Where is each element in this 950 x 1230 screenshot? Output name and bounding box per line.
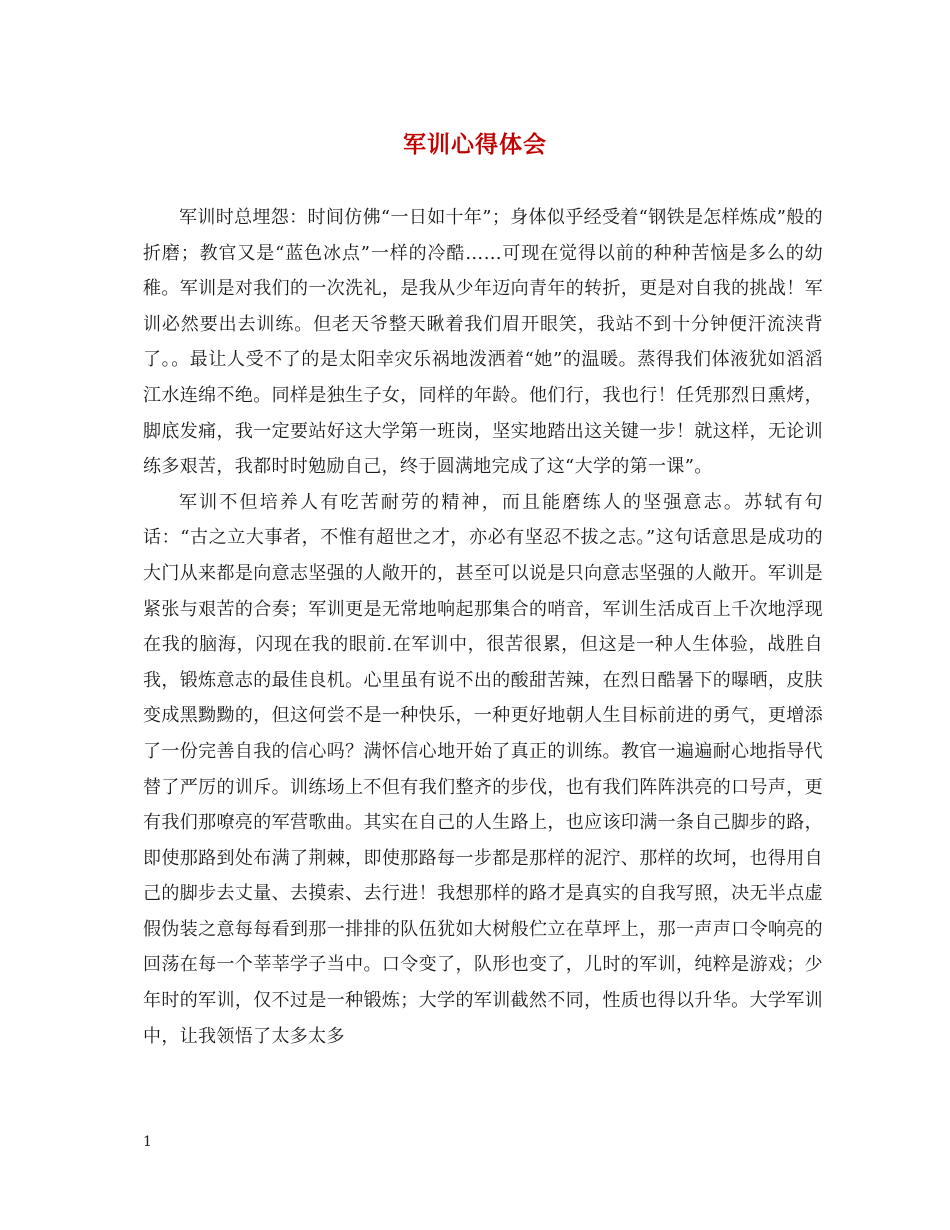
page-number: 1: [143, 1134, 152, 1150]
paragraph-1: 军训时总埋怨：时间仿佛“一日如十年”；身体似乎经受着“钢铁是怎样炼成”般的折磨；教官又是“蓝色冰点”一样的冷酷……可现在觉得以前的种种苦恼是多么的幼稚。军训是对我们的一次洗礼，是我从少年迈向青年的转折，更是对自我的挑战！军训必然要出去训练。但老天爷整天瞅着我们眉开眼笑，我站不到十分钟便汗流浃背了。。最让人受不了的是太阳幸灾乐祸地泼洒着“她”的温暖。蒸得我们体液犹如滔滔江水连绵不绝。同样是独生子女，同样的年龄。他们行，我也行！任凭那烈日熏烤，脚底发痛，我一定要站好这大学第一班岗，坚实地踏出这关键一步！就这样，无论训练多艰苦，我都时时勉励自己，终于圆满地完成了这“大学的第一课”。: [143, 207, 823, 478]
document-body: [143, 200, 823, 1054]
document-title: 军训心得体会: [403, 131, 547, 158]
paragraph-2: 军训不但培养人有吃苦耐劳的精神，而且能磨练人的坚强意志。苏轼有句话：“古之立大事者，不惟有超世之才，亦必有坚忍不拔之志。”这句话意思是成功的大门从来都是向意志坚强的人敞开的，甚至可以说是只向意志坚强的人敞开。军训是紧张与艰苦的合奏；军训更是无常地响起那集合的哨音，军训生活成百上千次地浮现在我的脑海，闪现在我的眼前.在军训中，很苦很累，但这是一种人生体验，战胜自我，锻炼意志的最佳良机。心里虽有说不出的酸甜苦辣，在烈日酷暑下的曝晒，皮肤变成黑黝黝的，但这何尝不是一种快乐，一种更好地朝人生目标前进的勇气，更增添了一份完善自我的信心吗？满怀信心地开始了真正的训练。教官一遍遍耐心地指导代替了严厉的训斥。训练场上不但有我们整齐的步伐，也有我们阵阵洪亮的口号声，更有我们那嘹亮的军营歌曲。其实在自己的人生路上，也应该印满一条自己脚步的路，即使那路到处布满了荆棘，即使那路每一步都是那样的泥泞、那样的坎坷，也得用自己的脚步去丈量、去摸索、去行进！我想那样的路才是真实的自我写照，决无半点虚假伪装之意每每看到那一排排的队伍犹如大树般伫立在草坪上，那一声声口令响亮的回荡在每一个莘莘学子当中。口令变了，队形也变了，儿时的军训，纯粹是游戏；少年时的军训，仅不过是一种锻炼；大学的军训截然不同，性质也得以升华。大学军训中，让我领悟了太多太多: [143, 491, 823, 1047]
